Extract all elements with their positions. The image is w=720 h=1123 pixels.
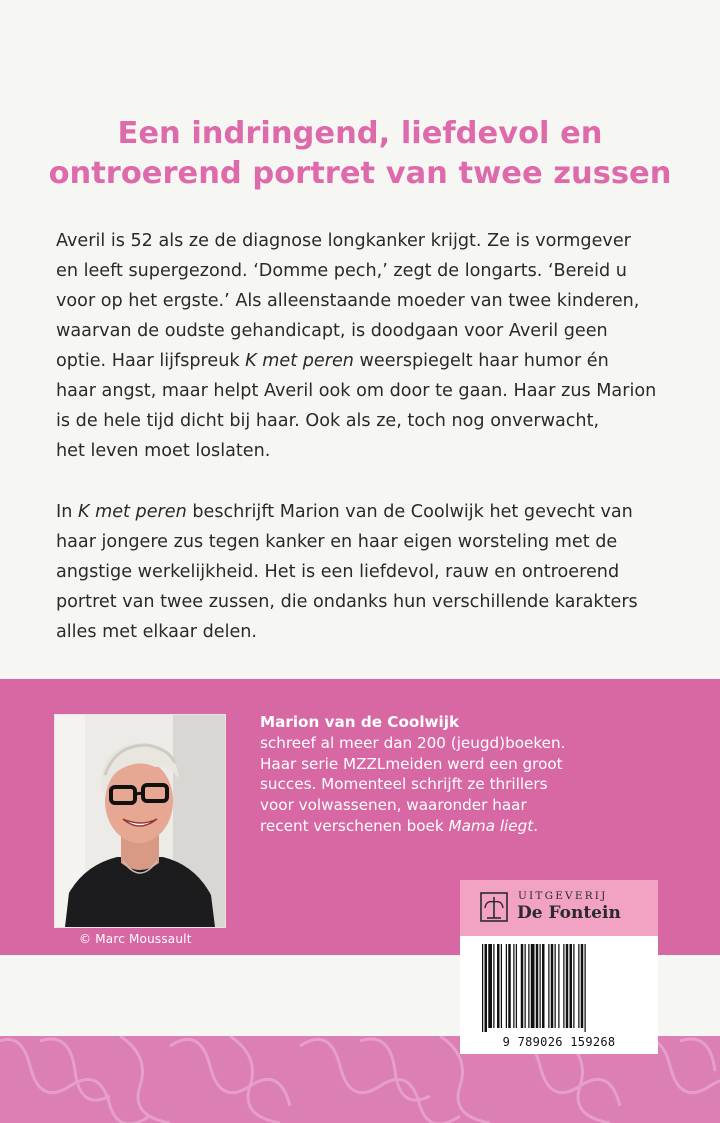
p1-line: waarvan de oudste gehandicapt, is doodgaan voor Averil geen [56, 321, 608, 341]
author-photo [54, 714, 226, 928]
p1-line: voor op het ergste.’ Als alleenstaande moeder van twee kinderen, [56, 291, 640, 311]
p2-line: alles met elkaar delen. [56, 622, 258, 642]
headline-line-2: ontroerend portret van twee zussen [48, 156, 672, 191]
book-title-inline: K met peren [77, 502, 187, 522]
p2-line: beschrijft Marion van de Coolwijk het gevecht van [186, 502, 633, 522]
photo-credit: © Marc Moussault [79, 932, 192, 946]
bio-line: voor volwassenen, waaronder haar [260, 796, 527, 815]
bio-line: Haar serie MZZLmeiden werd een groot [260, 754, 563, 773]
p2-line: angstige werkelijkheid. Het is een liefdevol, rauw en ontroerend [56, 562, 620, 582]
p2-prefix: In [56, 502, 78, 522]
publisher-label: UITGEVERIJ [518, 890, 608, 902]
barcode [460, 936, 658, 1054]
author-name: Marion van de Coolwijk [260, 713, 460, 731]
publisher-logo [460, 880, 658, 936]
bio-line: schreef al meer dan 200 (jeugd)boeken. [260, 733, 566, 752]
p2-line: haar jongere zus tegen kanker en haar eigen worsteling met de [56, 532, 618, 552]
headline-line-1: Een indringend, liefdevol en [117, 116, 603, 151]
publisher-name: De Fontein [517, 903, 621, 923]
book-title-inline: K met peren [245, 351, 354, 371]
p1-line: en leeft supergezond. ‘Domme pech,’ zegt de longarts. ‘Bereid u [56, 261, 627, 281]
book-title-mama-liegt: Mama liegt [448, 816, 534, 835]
blurb [56, 226, 676, 678]
p1-line: weerspiegelt haar humor én [353, 351, 609, 371]
p1-line: het leven moet loslaten. [56, 441, 271, 461]
bio-line: succes. Momenteel schrijft ze thrillers [260, 775, 548, 794]
barcode-bars [460, 936, 658, 1032]
p2-line: portret van twee zussen, die ondanks hun verschillende karakters [56, 592, 638, 612]
isbn-number: 9 789026 159268 [502, 1035, 616, 1049]
paragraph-1 [56, 226, 676, 466]
author-bio [260, 712, 660, 837]
paragraph-2 [56, 497, 676, 647]
publisher-fountain-icon [480, 892, 508, 922]
headline [20, 114, 700, 194]
p1-line: is de hele tijd dicht bij haar. Ook als ze, toch nog onverwacht, [56, 411, 600, 431]
p1-line: Averil is 52 als ze de diagnose longkanker krijgt. Ze is vormgever [56, 231, 631, 251]
p1-line: haar angst, maar helpt Averil ook om door te gaan. Haar zus Marion [56, 381, 657, 401]
p1-line: optie. Haar lijfspreuk [56, 351, 246, 371]
bio-line: recent verschenen boek Mama liegt. [260, 816, 539, 835]
